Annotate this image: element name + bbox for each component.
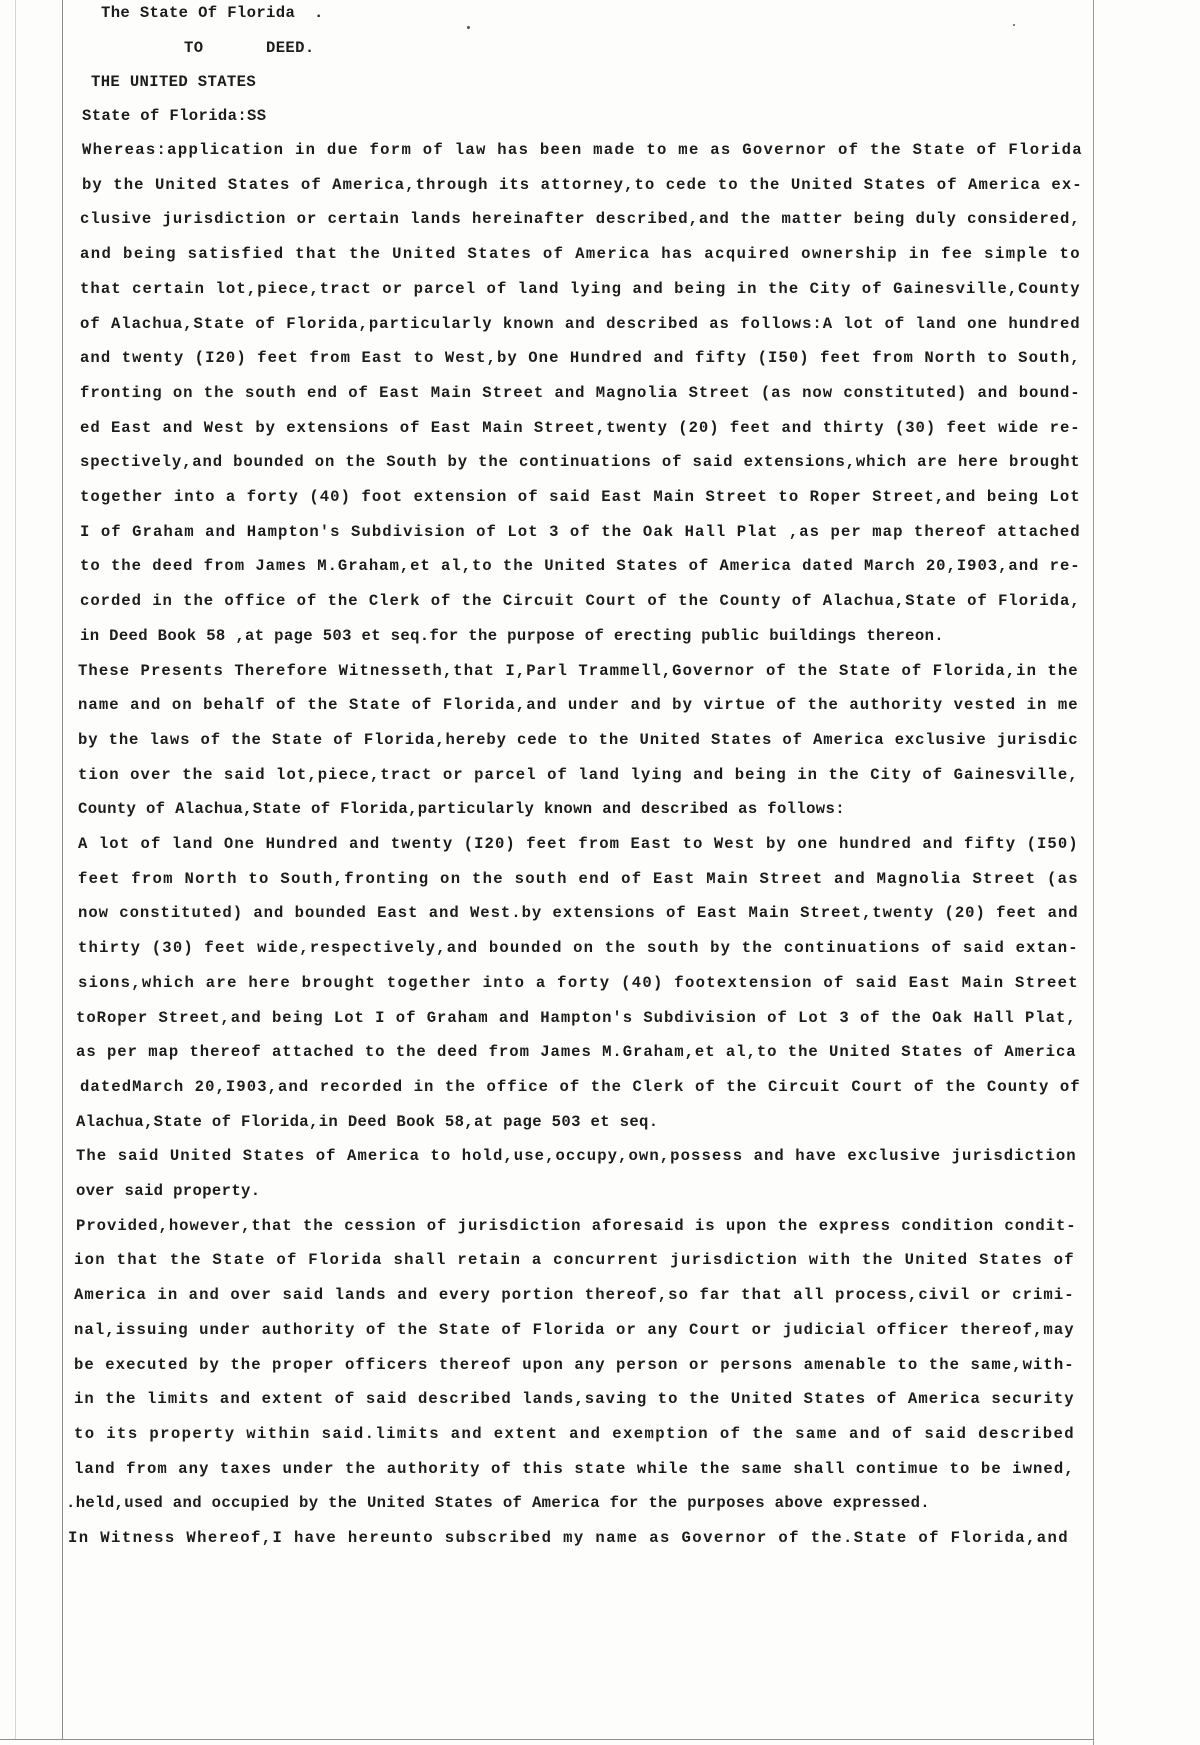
deed-text-line: be executed by the proper officers thereof upon any person or persons amenable to the same,with-	[74, 1356, 1075, 1374]
scan-margin-line	[15, 0, 16, 1740]
deed-text-line: by the laws of the State of Florida,hereby cede to the United States of America exclusive jurisdic	[78, 731, 1079, 749]
right-margin-rule	[1093, 0, 1094, 1745]
deed-text-line: clusive jurisdiction or certain lands hereinafter described,and the matter being duly considered,	[80, 210, 1081, 228]
left-margin-rule	[62, 0, 63, 1740]
deed-text-line: ed East and West by extensions of East Main Street,twenty (20) feet and thirty (30) feet wide re-	[80, 419, 1081, 437]
deed-text-line: I of Graham and Hampton's Subdivision of Lot 3 of the Oak Hall Plat ,as per map thereof attached	[80, 523, 1081, 541]
deed-text-line: In Witness Whereof,I have hereunto subscribed my name as Governor of the.State of Florida,and	[68, 1529, 1070, 1547]
to-label: TO	[184, 39, 204, 57]
deed-text-line: now constituted) and bounded East and West.by extensions of East Main Street,twenty (20) feet and	[78, 904, 1079, 922]
deed-text-line: America in and over said lands and every portion thereof,so far that all process,civil or crimi-	[74, 1286, 1075, 1304]
deed-text-line: Whereas:application in due form of law has been made to me as Governor of the State of Florida	[82, 141, 1083, 159]
deed-text-line: as per map thereof attached to the deed from James M.Graham,et al,to the United States of America	[76, 1043, 1077, 1061]
deed-text-line: Alachua,State of Florida,in Deed Book 58,at page 503 et seq.	[76, 1113, 659, 1131]
deed-text-line: together into a forty (40) foot extension of said East Main Street to Roper Street,and being Lot	[80, 488, 1081, 506]
deed-text-line: nal,issuing under authority of the State of Florida or any Court or judicial officer thereof,may	[74, 1321, 1075, 1339]
deed-text-line: of Alachua,State of Florida,particularly known and described as follows:A lot of land one hundred	[80, 315, 1081, 333]
deed-text-line: sions,which are here brought together into a forty (40) footextension of said East Main Street	[78, 974, 1079, 992]
deed-text-line: Provided,however,that the cession of jurisdiction aforesaid is upon the express condition condit-	[76, 1217, 1077, 1235]
deed-text-line: These Presents Therefore Witnesseth,that I,Parl Trammell,Governor of the State of Florida,in the	[78, 662, 1079, 680]
deed-text-line: and twenty (I20) feet from East to West,by One Hundred and fifty (I50) feet from North to South,	[80, 349, 1081, 367]
deed-text-line: spectively,and bounded on the South by the continuations of said extensions,which are here brought	[80, 453, 1081, 471]
deed-text-line: land from any taxes under the authority of this state while the same shall contimue to be iwned,	[74, 1460, 1075, 1478]
deed-text-line: A lot of land One Hundred and twenty (I20) feet from East to West by one hundred and fifty (I50)	[78, 835, 1079, 853]
scan-speck	[1013, 24, 1015, 26]
deed-text-line: to the deed from James M.Graham,et al,to the United States of America dated March 20,I903,and re-	[80, 557, 1081, 575]
scan-speck	[467, 26, 470, 29]
deed-text-line: toRoper Street,and being Lot I of Graham and Hampton's Subdivision of Lot 3 of the Oak Hall Plat,	[76, 1009, 1077, 1027]
heading-mark: .	[314, 4, 324, 22]
deed-text-line: ion that the State of Florida shall retain a concurrent jurisdiction with the United States of	[74, 1251, 1075, 1269]
venue-line: State of Florida:SS	[82, 107, 267, 125]
deed-text-line: The said United States of America to hold,use,occupy,own,possess and have exclusive jurisdiction	[76, 1147, 1077, 1165]
deed-type-label: DEED.	[266, 39, 315, 57]
deed-text-line: feet from North to South,fronting on the south end of East Main Street and Magnolia Street (as	[78, 870, 1079, 888]
deed-text-line: datedMarch 20,I903,and recorded in the office of the Clerk of the Circuit Court of the County of	[80, 1078, 1081, 1096]
grantor-heading: The State Of Florida	[101, 4, 296, 22]
bottom-edge-rule	[0, 1739, 1094, 1740]
deed-text-line: and being satisfied that the United States of America has acquired ownership in fee simple to	[80, 245, 1082, 263]
deed-text-line: by the United States of America,through its attorney,to cede to the United States of America ex-	[82, 176, 1083, 194]
deed-text-line: thirty (30) feet wide,respectively,and bounded on the south by the continuations of said extan-	[78, 939, 1079, 957]
deed-text-line: in Deed Book 58 ,at page 503 et seq.for the purpose of erecting public buildings thereon.	[80, 627, 944, 645]
grantee-heading: THE UNITED STATES	[91, 73, 257, 91]
deed-text-line: over said property.	[76, 1182, 261, 1200]
deed-text-line: tion over the said lot,piece,tract or parcel of land lying and being in the City of Gainesville,	[78, 766, 1079, 784]
deed-text-line: County of Alachua,State of Florida,particularly known and described as follows:	[78, 800, 845, 818]
deed-text-line: fronting on the south end of East Main Street and Magnolia Street (as now constituted) and bound-	[80, 384, 1081, 402]
deed-text-line: name and on behalf of the State of Florida,and under and by virtue of the authority vested in me	[78, 696, 1079, 714]
deed-text-line: corded in the office of the Clerk of the Circuit Court of the County of Alachua,State of Florida,	[80, 592, 1081, 610]
deed-text-line: .held,used and occupied by the United States of America for the purposes above expressed.	[66, 1494, 930, 1512]
deed-text-line: that certain lot,piece,tract or parcel of land lying and being in the City of Gainesville,County	[80, 280, 1081, 298]
deed-text-line: in the limits and extent of said described lands,saving to the United States of America security	[74, 1390, 1075, 1408]
deed-text-line: to its property within said.limits and extent and exemption of the same and of said described	[74, 1425, 1076, 1443]
